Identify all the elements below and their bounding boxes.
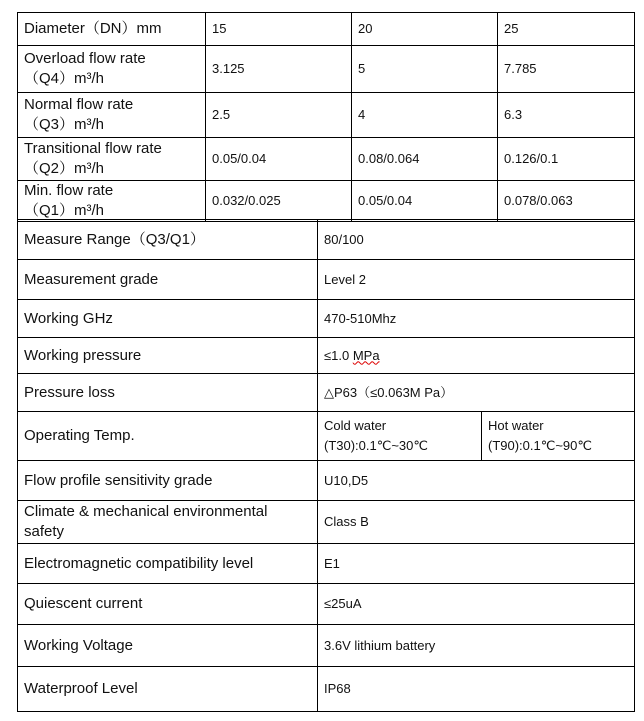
row-label: Diameter（DN）mm <box>18 13 206 46</box>
row-label: Pressure loss <box>18 374 318 412</box>
table-row-measurement-grade <box>18 260 635 300</box>
cell-value: 4 <box>352 93 498 138</box>
cell-value: E1 <box>318 544 635 584</box>
flow-rate-table <box>17 12 635 222</box>
cell-value: 470-510Mhz <box>318 300 635 338</box>
cell-value: 0.05/0.04 <box>352 181 498 222</box>
row-label <box>18 138 206 181</box>
table-row-pressure-loss <box>18 374 635 412</box>
cell-value: 7.785 <box>498 46 635 93</box>
cell-value: 0.08/0.064 <box>352 138 498 181</box>
cell-value: 25 <box>498 13 635 46</box>
table-row-q2 <box>18 138 635 181</box>
cell-value: Class B <box>318 501 635 544</box>
row-label: Measurement grade <box>18 260 318 300</box>
cell-value <box>318 338 635 374</box>
row-label: Working GHz <box>18 300 318 338</box>
table-row-working-pressure <box>18 338 635 374</box>
row-label: Quiescent current <box>18 584 318 625</box>
row-label <box>18 46 206 93</box>
cell-value: Level 2 <box>318 260 635 300</box>
table-row-voltage <box>18 625 635 667</box>
cell-value: 6.3 <box>498 93 635 138</box>
hot-water-cell <box>482 412 635 461</box>
cell-value: ≤25uA <box>318 584 635 625</box>
row-label: Working Voltage <box>18 625 318 667</box>
cell-value: U10,D5 <box>318 461 635 501</box>
label-line: Climate & mechanical environmental <box>24 503 268 520</box>
cell-value: 2.5 <box>206 93 352 138</box>
row-label: Operating Temp. <box>18 412 318 461</box>
label-line: （Q4）m³/h <box>24 70 105 87</box>
cold-water-range: (T30):0.1℃~30℃ <box>324 438 428 453</box>
table-row-q4 <box>18 46 635 93</box>
label-line: （Q3）m³/h <box>24 116 105 133</box>
cell-value: 0.078/0.063 <box>498 181 635 222</box>
row-label: Flow profile sensitivity grade <box>18 461 318 501</box>
cell-value: △P63（≤0.063M Pa） <box>318 374 635 412</box>
cold-water-cell <box>318 412 482 461</box>
cell-value: 0.05/0.04 <box>206 138 352 181</box>
cell-value: 5 <box>352 46 498 93</box>
cell-value: IP68 <box>318 667 635 712</box>
hot-water-label: Hot water <box>488 418 544 433</box>
table-row-working-ghz <box>18 300 635 338</box>
row-label: Electromagnetic compatibility level <box>18 544 318 584</box>
row-label <box>18 501 318 544</box>
table-row-diameter <box>18 13 635 46</box>
cell-value: 15 <box>206 13 352 46</box>
label-line: Min. flow rate <box>24 182 114 199</box>
table-row-quiescent <box>18 584 635 625</box>
cell-value: 20 <box>352 13 498 46</box>
hot-water-range: (T90):0.1℃~90℃ <box>488 438 592 453</box>
table-row-q1 <box>18 181 635 222</box>
table-row-emc <box>18 544 635 584</box>
label-line: （Q1）m³/h <box>24 202 105 219</box>
label-line: Normal flow rate <box>24 96 134 113</box>
cell-value: 80/100 <box>318 220 635 260</box>
spec-table <box>17 219 635 712</box>
row-label <box>18 181 206 222</box>
cell-value: 0.032/0.025 <box>206 181 352 222</box>
pressure-value: ≤1.0 <box>324 347 353 363</box>
cell-value: 0.126/0.1 <box>498 138 635 181</box>
label-line: safety <box>24 523 65 540</box>
pressure-unit: MPa <box>352 347 380 363</box>
cell-value: 3.125 <box>206 46 352 93</box>
table-row-waterproof <box>18 667 635 712</box>
table-row-measure-range <box>18 220 635 260</box>
table-row-operating-temp <box>18 412 635 461</box>
table-row-climate <box>18 501 635 544</box>
table-row-flow-profile <box>18 461 635 501</box>
label-line: Transitional flow rate <box>24 140 162 157</box>
cold-water-label: Cold water <box>324 418 387 433</box>
row-label: Measure Range（Q3/Q1） <box>18 220 318 260</box>
table-row-q3 <box>18 93 635 138</box>
label-line: （Q2）m³/h <box>24 160 105 177</box>
cell-value: 3.6V lithium battery <box>318 625 635 667</box>
row-label <box>18 93 206 138</box>
row-label: Waterproof Level <box>18 667 318 712</box>
label-line: Overload flow rate <box>24 50 146 67</box>
row-label: Working pressure <box>18 338 318 374</box>
